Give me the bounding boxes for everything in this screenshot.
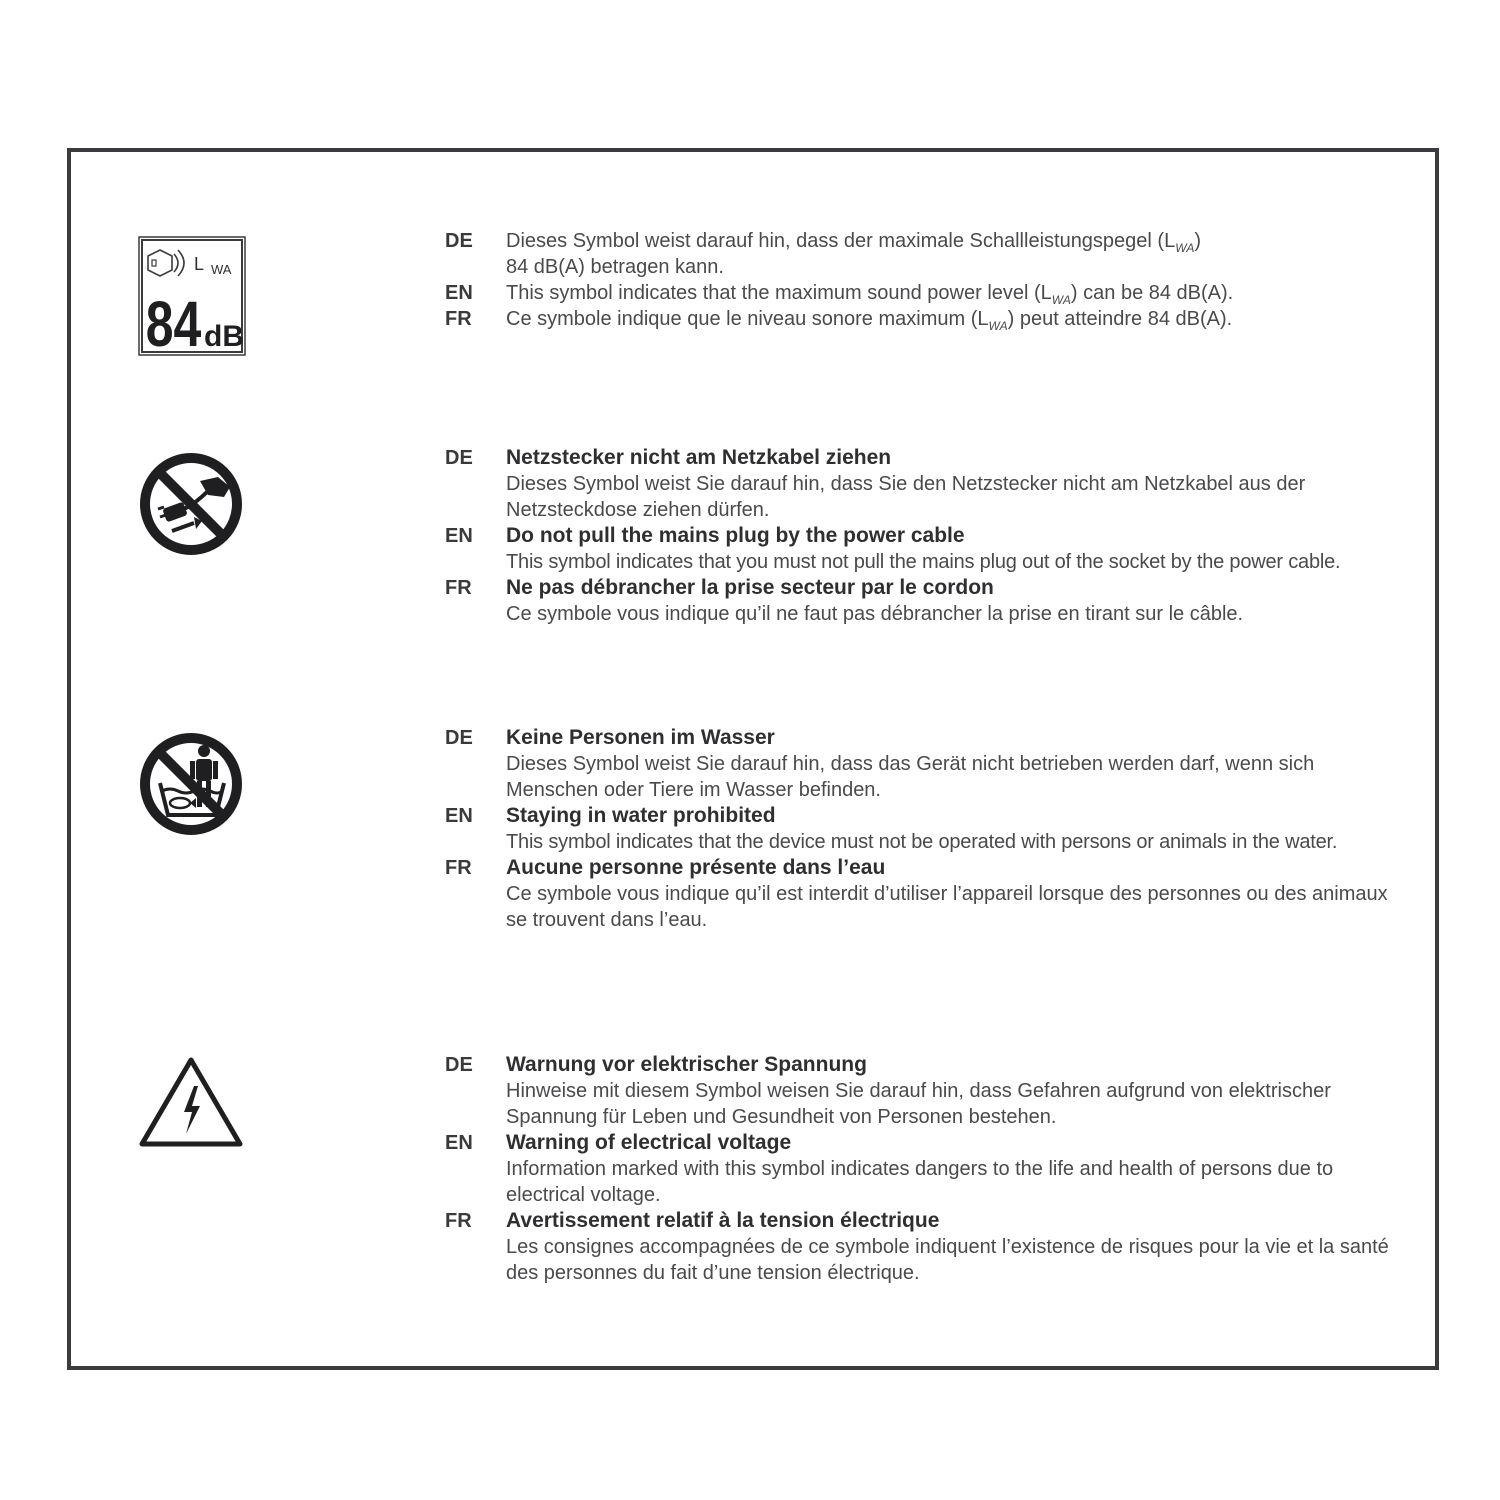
entry-description: Les consignes accompagnées de ce symbole indiquent l’existence de risques pour la vie et la santé des personnes du fait d’une tension électrique.: [506, 1236, 1389, 1284]
entry-title: Staying in water prohibited: [506, 804, 776, 827]
desc-text: Ce symbole indique que le niveau sonore maximum (L: [506, 308, 989, 330]
lang-code: DE: [445, 727, 473, 749]
subscript-wa: WA: [1051, 293, 1071, 307]
entry-description: [506, 280, 1405, 306]
lang-code: DE: [445, 447, 473, 469]
entry-fr: [445, 306, 1405, 332]
entry-description: Ce symbole vous indique qu’il est interdit d’utiliser l’appareil lorsque des personnes ou des animaux se trouvent dans l’eau.: [506, 883, 1388, 931]
entry-description: This symbol indicates that you must not pull the mains plug out of the socket by the power cable.: [506, 551, 1341, 573]
entry-title: Keine Personen im Wasser: [506, 726, 775, 749]
desc-text-end: ) peut atteindre 84 dB(A).: [1007, 308, 1233, 330]
entry-fr: [445, 575, 1405, 627]
entry-de: [445, 725, 1405, 803]
no-pulling-plug-by-cable-icon: [138, 451, 246, 571]
lang-code: EN: [445, 282, 473, 304]
entry-description: Information marked with this symbol indicates dangers to the life and health of persons due to electrical voltage.: [506, 1158, 1334, 1206]
icon-84-text: 84: [145, 289, 202, 356]
entry-en: [445, 280, 1405, 306]
desc-text: Dieses Symbol weist darauf hin, dass der maximale Schallleistungspegel (L: [506, 230, 1176, 252]
icon-wa-text: WA: [211, 262, 232, 277]
entry-title: Ne pas débrancher la prise secteur par le cordon: [506, 576, 994, 599]
icon-db-text: dB: [204, 320, 244, 353]
section-no-persons-water-texts: [445, 725, 1405, 933]
electrical-voltage-warning-icon: [138, 1054, 246, 1174]
entry-de: [445, 1052, 1405, 1130]
entry-title: Warnung vor elektrischer Spannung: [506, 1053, 867, 1076]
entry-title: Aucune personne présente dans l’eau: [506, 856, 886, 879]
desc-text: This symbol indicates that the maximum sound power level (L: [506, 282, 1052, 304]
entry-description: Ce symbole vous indique qu’il ne faut pas débrancher la prise en tirant sur le câble.: [506, 603, 1244, 625]
lang-code: FR: [445, 308, 472, 330]
entry-description: [506, 228, 1405, 280]
subscript-wa: WA: [988, 319, 1008, 333]
entry-description: Hinweise mit diesem Symbol weisen Sie darauf hin, dass Gefahren aufgrund von elektrischer Spannung für Leben und Gesundheit von Personen bestehen.: [506, 1080, 1331, 1128]
lang-code: EN: [445, 1132, 473, 1154]
entry-title: Do not pull the mains plug by the power cable: [506, 524, 965, 547]
desc-text-end: ) can be 84 dB(A).: [1070, 282, 1234, 304]
section-no-pull-cable-texts: [445, 445, 1405, 627]
entry-description: Dieses Symbol weist Sie darauf hin, dass Sie den Netzstecker nicht am Netzkabel aus der Netzsteckdose ziehen dürfen.: [506, 473, 1306, 521]
document-frame: [67, 148, 1439, 1370]
icon-l-text: L: [194, 254, 205, 274]
entry-description: This symbol indicates that the device must not be operated with persons or animals in the water.: [506, 831, 1338, 853]
section-sound-power-texts: [445, 228, 1405, 332]
entry-fr: [445, 855, 1405, 933]
entry-title: Warning of electrical voltage: [506, 1131, 792, 1154]
lang-code: FR: [445, 857, 472, 879]
section-electrical-warning-texts: [445, 1052, 1405, 1286]
lang-code: EN: [445, 525, 473, 547]
lang-code: DE: [445, 1054, 473, 1076]
entry-en: [445, 803, 1405, 855]
desc-text-end: ): [1194, 230, 1202, 252]
entry-title: Avertissement relatif à la tension électrique: [506, 1209, 940, 1232]
entry-en: [445, 523, 1405, 575]
sound-power-level-84db-icon: [138, 236, 246, 356]
lang-code: FR: [445, 577, 472, 599]
entry-title: Netzstecker nicht am Netzkabel ziehen: [506, 446, 892, 469]
entry-description: [506, 306, 1405, 332]
subscript-wa: WA: [1175, 241, 1195, 255]
lang-code: FR: [445, 1210, 472, 1232]
desc-text-line2: 84 dB(A) betragen kann.: [506, 256, 724, 278]
entry-de: [445, 445, 1405, 523]
entry-description: Dieses Symbol weist Sie darauf hin, dass das Gerät nicht betrieben werden darf, wenn sich Menschen oder Tiere im Wasser befinden.: [506, 753, 1315, 801]
no-persons-in-water-icon: [138, 731, 246, 851]
lang-code: EN: [445, 805, 473, 827]
entry-fr: [445, 1208, 1405, 1286]
entry-de: [445, 228, 1405, 280]
lang-code: DE: [445, 230, 473, 252]
entry-en: [445, 1130, 1405, 1208]
